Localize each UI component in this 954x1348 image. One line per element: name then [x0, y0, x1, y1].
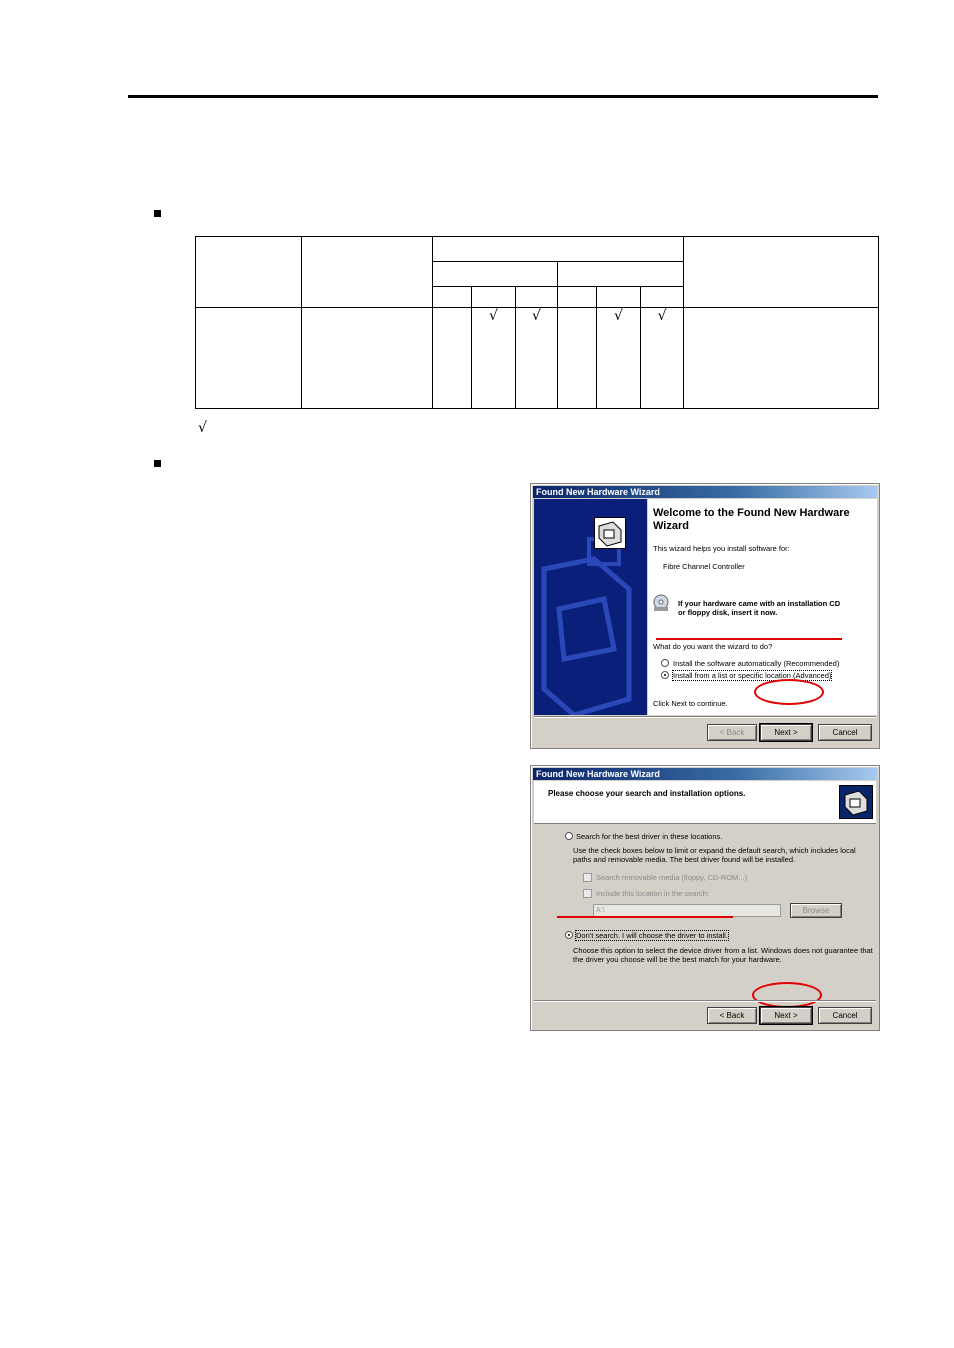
option-search-label: Search for the best driver in these locations.: [576, 832, 723, 841]
dont-search-description-line1: Choose this option to select the device driver from a list. Windows does not guarantee that: [573, 946, 873, 955]
spec-table: [195, 236, 879, 409]
table-footnote: √: [198, 420, 207, 436]
wizard-question: What do you want the wizard to do?: [653, 642, 773, 651]
browse-button[interactable]: Browse: [790, 903, 842, 918]
option-install-list-label: Install from a list or specific location (Advanced): [673, 671, 832, 680]
red-underline-annotation: [557, 916, 733, 918]
wizard-heading: Please choose your search and installation options.: [548, 789, 746, 798]
radio-install-list[interactable]: [661, 671, 669, 679]
radio-install-auto[interactable]: [661, 659, 669, 667]
checkbox-include-label: Include this location in the search:: [596, 889, 709, 898]
continue-text: Click Next to continue.: [653, 699, 728, 708]
search-description-line2: paths and removable media. The best driver found will be installed.: [573, 855, 796, 864]
table-header-cell: [597, 287, 641, 308]
checkbox-removable-media[interactable]: [583, 873, 592, 882]
table-cell: [684, 308, 879, 409]
red-circle-annotation: [752, 982, 822, 1008]
wizard-welcome-window: [530, 483, 880, 749]
cd-instruction-line2: or floppy disk, insert it now.: [678, 608, 778, 617]
radio-dont-search[interactable]: [565, 931, 573, 939]
table-header-cell: [558, 262, 684, 287]
table-header-cell: [641, 287, 684, 308]
cancel-button[interactable]: Cancel: [818, 724, 872, 741]
cancel-button[interactable]: Cancel: [818, 1007, 872, 1024]
cd-instruction-line1: If your hardware came with an installation CD: [678, 599, 841, 608]
wizard-title-bar: Found New Hardware Wizard: [533, 768, 877, 780]
red-circle-annotation: [754, 679, 824, 705]
back-button[interactable]: < Back: [707, 1007, 757, 1024]
table-cell-check: [433, 308, 472, 409]
wizard-options-window: [530, 765, 880, 1031]
checkbox-removable-label: Search removable media (floppy, CD-ROM...): [596, 873, 748, 882]
table-header-cell: [684, 237, 879, 308]
button-separator: [534, 1000, 876, 1002]
table-cell-check: √: [641, 308, 684, 409]
option-dont-search-label: Don't search. I will choose the driver to install.: [576, 931, 728, 940]
table-cell-check: [558, 308, 597, 409]
red-underline-annotation: [656, 638, 842, 640]
wizard-content: [648, 499, 877, 715]
wizard-intro-text: This wizard helps you install software for:: [653, 544, 790, 553]
search-description-line1: Use the check boxes below to limit or expand the default search, which includes local: [573, 846, 856, 855]
back-button[interactable]: < Back: [707, 724, 757, 741]
table-header-cell: [472, 287, 516, 308]
table-header-cell: [433, 237, 684, 262]
hardware-wizard-icon: [839, 785, 873, 819]
header-rule: [128, 95, 878, 98]
table-header-cell: [558, 287, 597, 308]
table-header-cell: [302, 237, 433, 308]
radio-search-locations[interactable]: [565, 832, 573, 840]
bullet-marker: [154, 460, 161, 467]
checkbox-include-location[interactable]: [583, 889, 592, 898]
next-button[interactable]: Next >: [760, 1007, 812, 1024]
table-cell: [302, 308, 433, 409]
cd-icon: [652, 594, 670, 612]
wizard-heading: Welcome to the Found New Hardware Wizard: [653, 507, 850, 532]
next-button[interactable]: Next >: [760, 724, 812, 741]
table-cell-check: √: [597, 308, 641, 409]
wizard-title-bar: Found New Hardware Wizard: [533, 486, 877, 498]
wizard-header: [534, 781, 876, 824]
option-install-auto-label: Install the software automatically (Recommended): [673, 659, 840, 668]
hardware-graphic: [534, 499, 647, 715]
table-header-cell: [433, 262, 558, 287]
dont-search-description-line2: the driver you choose will be the best match for your hardware.: [573, 955, 782, 964]
bullet-marker: [154, 210, 161, 217]
table-cell: [196, 308, 302, 409]
table-header-cell: [516, 287, 558, 308]
location-path-combo[interactable]: A:\: [593, 904, 781, 917]
hardware-wizard-icon: [594, 517, 626, 549]
device-name: Fibre Channel Controller: [663, 562, 745, 571]
table-header-cell: [433, 287, 472, 308]
table-row: [196, 308, 879, 409]
table-cell-check: √: [472, 308, 516, 409]
wizard-side-panel: [534, 499, 647, 715]
table-header-cell: [196, 237, 302, 308]
table-cell-check: √: [516, 308, 558, 409]
button-separator: [534, 716, 876, 718]
